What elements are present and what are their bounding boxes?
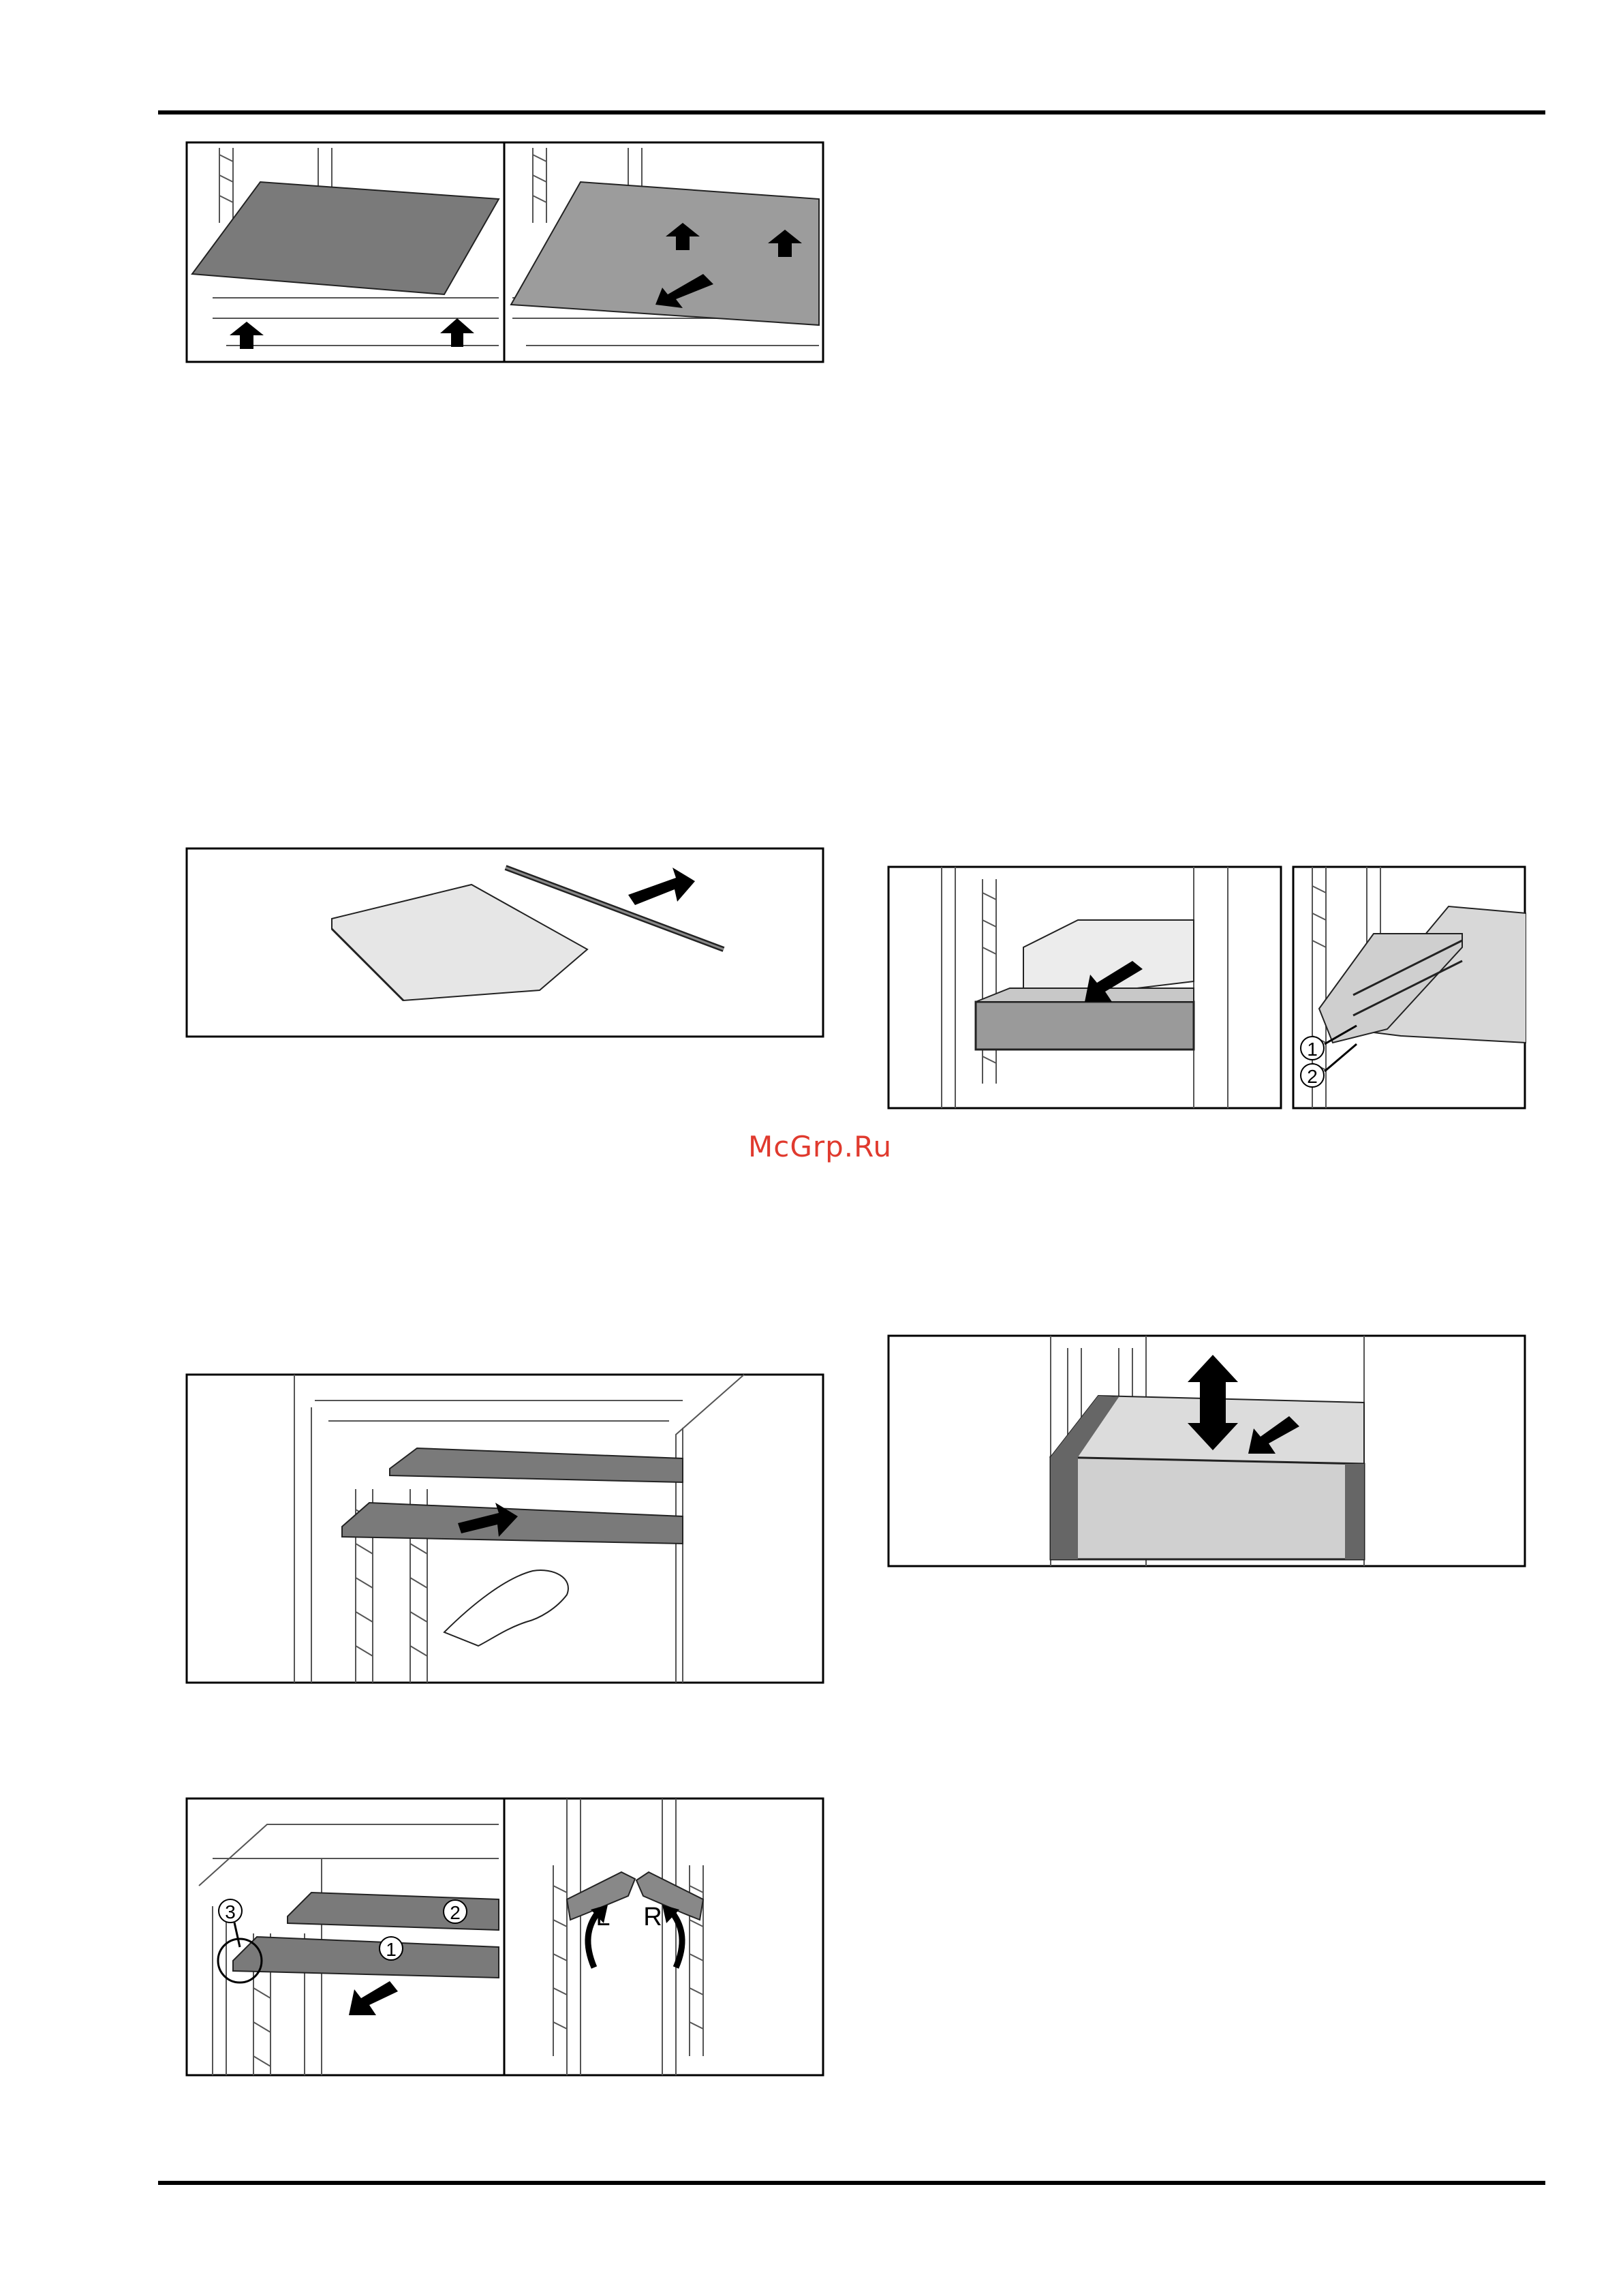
top-rule	[158, 110, 1545, 114]
figure-box-adjust	[887, 1334, 1526, 1567]
box-front	[1051, 1457, 1364, 1559]
figure-shelf-slide	[185, 1373, 824, 1684]
figure-drawer-rails	[1292, 866, 1526, 1109]
label-right: R	[643, 1903, 662, 1931]
callout-1-shelf-label: 1	[386, 1939, 397, 1960]
label-left: L	[596, 1903, 610, 1931]
callout-2-shelf-label: 2	[450, 1902, 461, 1923]
callout-2-label: 2	[1307, 1066, 1318, 1087]
box-end-left	[1051, 1457, 1078, 1559]
callout-3-label: 3	[225, 1901, 236, 1923]
bottom-rule	[158, 2181, 1545, 2185]
drawer-front	[976, 1002, 1194, 1050]
figure-shelf-remove	[185, 141, 824, 363]
watermark: McGrp.Ru	[748, 1130, 893, 1163]
figure-drawer-remove	[887, 866, 1282, 1109]
box-end-right	[1345, 1464, 1364, 1559]
callout-1-label: 1	[1307, 1039, 1318, 1060]
figure-split-shelf	[185, 1797, 824, 2077]
figure-shelf-trim	[185, 847, 824, 1038]
